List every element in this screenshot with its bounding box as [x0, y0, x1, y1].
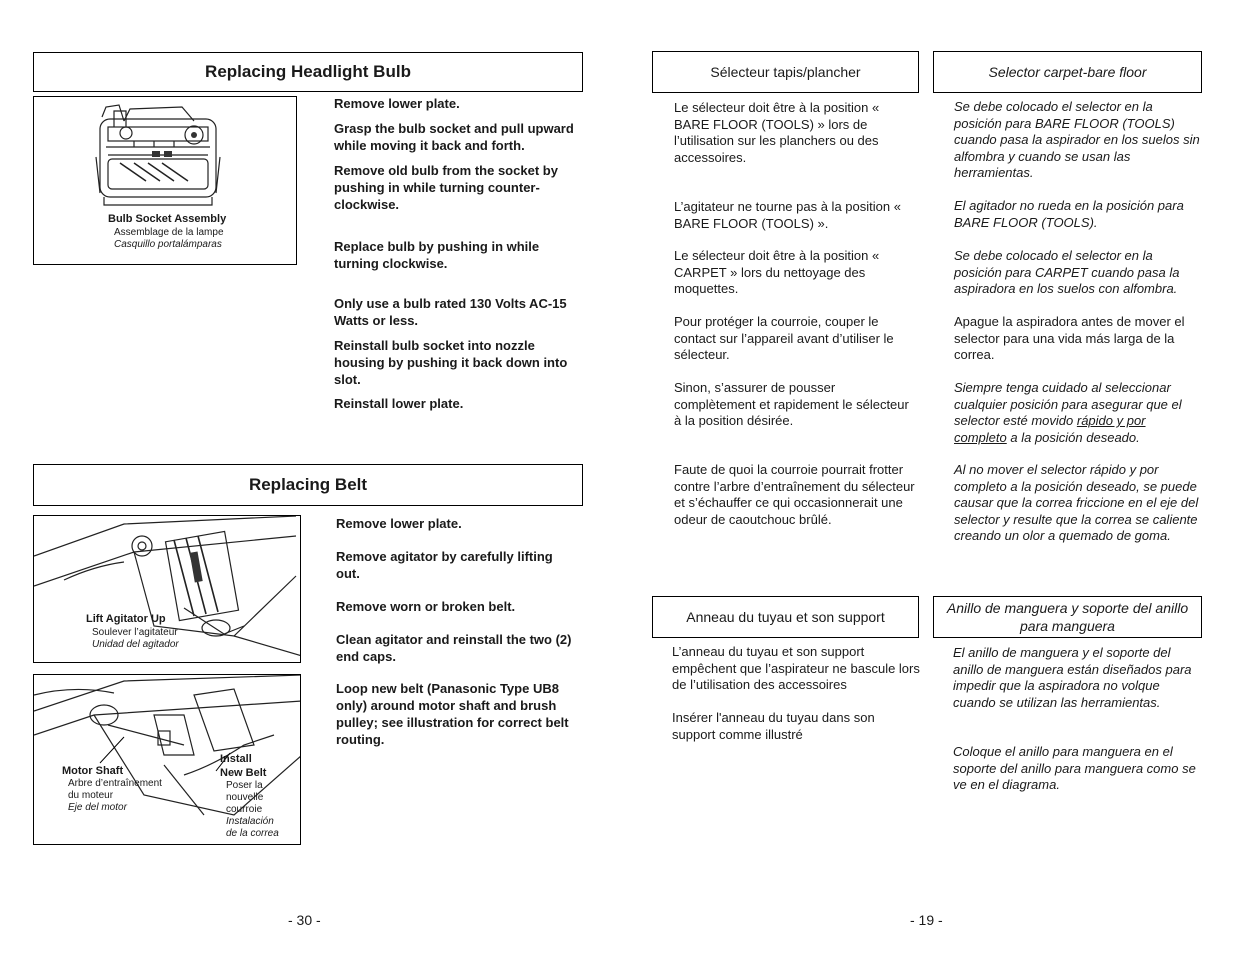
selector-es-5-after: a la posición deseado.: [1010, 429, 1140, 445]
motor-shaft-caption-fr2: du moteur: [68, 790, 114, 801]
lift-agitator-figure: [33, 515, 301, 663]
hose-fr-2: Insérer l'anneau du tuyau dans son support comme illustré: [672, 710, 875, 742]
belt-step-1: Remove lower plate.: [336, 516, 462, 531]
headlight-step-1: Remove lower plate.: [334, 96, 460, 111]
selector-es-5-underline-1: rápido y por: [1076, 413, 1146, 429]
hose-title-es: [933, 596, 1202, 638]
belt-step-3: Remove worn or broken belt.: [336, 599, 516, 614]
right-page-number: - 19 -: [910, 912, 943, 928]
headlight-step-5: Only use a bulb rated 130 Volts AC-15 Watts or less.: [334, 296, 567, 328]
agitator-caption-es: Unidad del agitador: [92, 639, 179, 650]
install-belt-caption-fr3: courroie: [226, 804, 263, 815]
headlight-step-6: Reinstall bulb socket into nozzle housing by pushing it back down into slot.: [334, 338, 568, 387]
selector-es-6: Al no mover el selector rápido y por completo a la posición deseado, se puede causar que la correa friccione en el eje del selector y resulte que la correa se caliente creando un olor a quemado de goma.: [954, 462, 1199, 544]
bulb-socket-figure: [33, 96, 297, 265]
headlight-step-3: Remove old bulb from the socket by pushing in while turning counter-clockwise.: [334, 163, 558, 212]
selector-fr-1: Le sélecteur doit être à la position « BARE FLOOR (TOOLS) » lors de l’utilisation sur les planchers ou des accessoires.: [674, 100, 880, 165]
install-belt-caption-fr1: Poser la: [226, 780, 263, 791]
selector-es-4: Apague la aspiradora antes de mover el selector para una vida más larga de la correa.: [954, 314, 1185, 363]
belt-step-4: Clean agitator and reinstall the two (2) end caps.: [336, 632, 572, 664]
hose-title-fr-text: Anneau du tuyau et son support: [686, 609, 885, 625]
belt-step-2: Remove agitator by carefully lifting out.: [336, 549, 553, 581]
hose-es-2: Coloque el anillo para manguera en el soporte del anillo para manguera como se ve en el diagrama.: [953, 744, 1196, 793]
selector-title-fr-text: Sélecteur tapis/plancher: [710, 64, 861, 80]
hose-es-1: El anillo de manguera y el soporte del anillo de manguera están diseñados para impedir que la aspiradora no volque cuando se utilizan las herramientas.: [953, 645, 1192, 710]
selector-title-fr: [652, 51, 919, 93]
bulb-caption-es: Casquillo portalámparas: [114, 239, 222, 250]
belt-section-title: [33, 464, 583, 506]
headlight-title-text: Replacing Headlight Bulb: [205, 62, 411, 81]
headlight-step-7: Reinstall lower plate.: [334, 396, 464, 411]
headlight-step-2: Grasp the bulb socket and pull upward while moving it back and forth.: [334, 121, 574, 153]
motor-shaft-caption-es: Eje del motor: [68, 802, 127, 813]
hose-fr-1: L’anneau du tuyau et son support empêchent que l’aspirateur ne bascule lors de l’utilisation des accessoires: [672, 644, 920, 693]
selector-es-5-before: Siempre tenga cuidado al seleccionar cualquier posición para asegurar que el selector esté movido: [954, 380, 1182, 429]
agitator-caption-fr: Soulever l’agitateur: [92, 627, 178, 638]
bulb-caption-fr: Assemblage de la lampe: [114, 227, 224, 238]
motor-shaft-caption-en: Motor Shaft: [62, 765, 124, 777]
install-belt-caption-en2: New Belt: [220, 767, 267, 779]
install-belt-caption-en1: Install: [220, 753, 252, 765]
selector-title-es-text: Selector carpet-bare floor: [988, 64, 1147, 80]
selector-fr-3: Le sélecteur doit être à la position « CARPET » lors du nettoyage des moquettes.: [674, 248, 880, 297]
hose-title-fr: [652, 596, 919, 638]
selector-fr-4: Pour protéger la courroie, couper le contact sur l’appareil avant d’utiliser le sélecteur.: [674, 314, 894, 363]
hose-title-es-text: Anillo de manguera y soporte del anillo para manguera: [946, 600, 1189, 634]
install-belt-caption-fr2: nouvelle: [226, 792, 264, 803]
selector-es-2: El agitador no rueda en la posición para BARE FLOOR (TOOLS).: [954, 198, 1184, 230]
selector-es-5-underline-2: completo: [954, 429, 1007, 445]
selector-es-3: Se debe colocado el selector en la posición para CARPET cuando pasa la aspiradora en los suelos con alfombra.: [954, 248, 1180, 297]
headlight-section-title: [33, 52, 583, 92]
bulb-caption-en: Bulb Socket Assembly: [108, 213, 227, 225]
selector-title-es: [933, 51, 1202, 93]
selector-fr-5: Sinon, s’assurer de pousser complètement et rapidement le sélecteur à la position désirée.: [674, 380, 909, 429]
headlight-step-4: Replace bulb by pushing in while turning clockwise.: [334, 239, 540, 271]
selector-fr-6: Faute de quoi la courroie pourrait frotter contre l’arbre d’entraînement du sélecteur et s’échauffer ce qui occasionnerait une odeur de caoutchouc brûlé.: [674, 462, 915, 527]
agitator-caption-en: Lift Agitator Up: [86, 613, 166, 625]
selector-es-1: Se debe colocado el selector en la posición para BARE FLOOR (TOOLS) cuando pasa la aspirador en los suelos sin alfombra y cuando se usan las herramientas.: [954, 99, 1200, 181]
install-belt-caption-es2: de la correa: [226, 828, 279, 839]
left-page-number: - 30 -: [288, 912, 321, 928]
install-belt-figure: [33, 674, 301, 845]
selector-fr-2: L’agitateur ne tourne pas à la position « BARE FLOOR (TOOLS) ».: [674, 199, 901, 231]
selector-es-5: [954, 380, 1200, 446]
motor-shaft-caption-fr1: Arbre d’entraînement: [68, 778, 162, 789]
belt-step-5: Loop new belt (Panasonic Type UB8 only) around motor shaft and brush pulley; see illustration for correct belt routing.: [336, 681, 569, 747]
belt-title-text: Replacing Belt: [248, 475, 368, 494]
install-belt-caption-es1: Instalación: [226, 816, 274, 827]
